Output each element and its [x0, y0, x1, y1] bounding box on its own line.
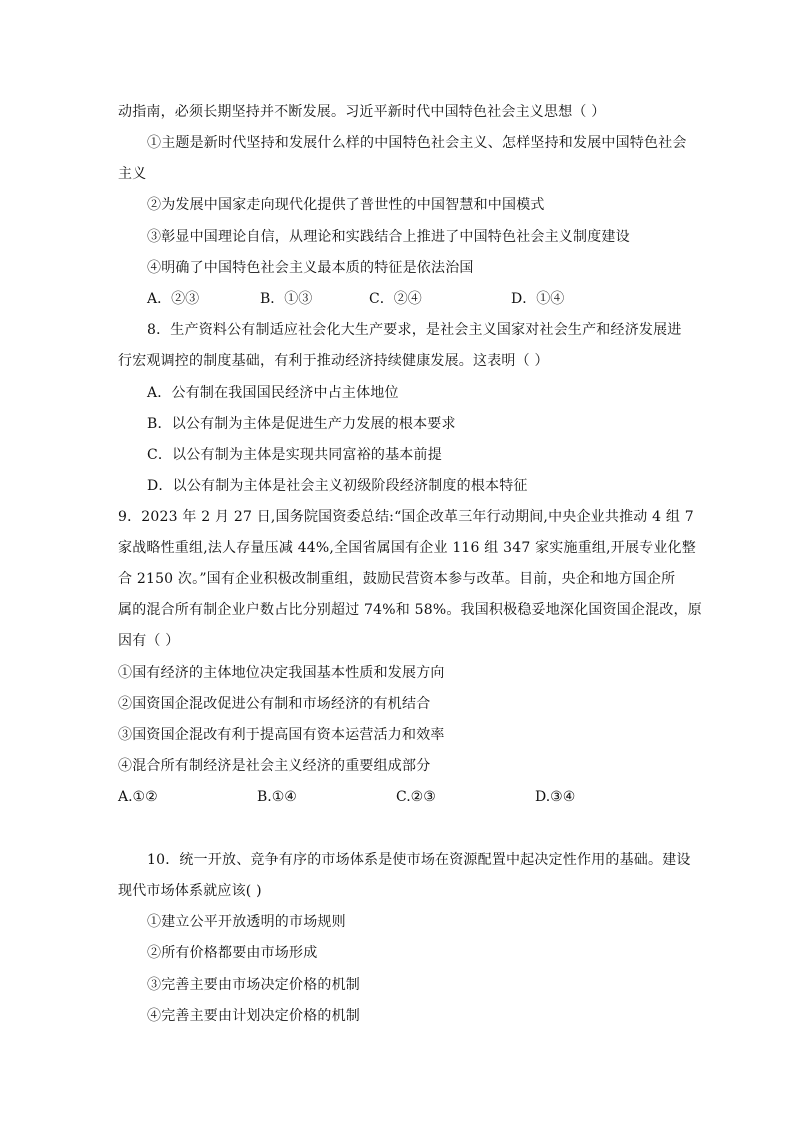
q8-stem-line-2: 行宏观调控的制度基础，有利于推动经济持续健康发展。这表明（ ） [118, 353, 549, 369]
q8-option-d: D．以公有制为主体是社会主义初级阶段经济制度的根本特征 [147, 478, 528, 494]
q9-option-b: B.①④ [257, 789, 297, 805]
q9-item-3: ③国资国企混改有利于提高国有资本运营活力和效率 [118, 727, 445, 743]
q8-option-a: A．公有制在我国国民经济中占主体地位 [147, 385, 399, 401]
q7-item-1-line-2: 主义 [118, 166, 147, 182]
q10-item-3: ③完善主要由市场决定价格的机制 [147, 977, 360, 993]
q8-stem-line-1: 8．生产资料公有制适应社会化大生产要求，是社会主义国家对社会生产和经济发展进 [147, 322, 682, 338]
q9-stem-line-1: 9．2023 年 2 月 27 日,国务院国资委总结:“国企改革三年行动期间,中央企业共推动 4 组 7 [118, 509, 694, 525]
q9-stem-line-5: 因有（ ） [118, 633, 180, 649]
q7-option-c: C．②④ [369, 291, 422, 307]
q7-item-2: ②为发展中国家走向现代化提供了普世性的中国智慧和中国模式 [147, 197, 545, 213]
q10-stem-line-1: 10．统一开放、竞争有序的市场体系是使市场在资源配置中起决定性作用的基础。建设 [147, 852, 691, 868]
q9-stem-line-3: 合 2150 次。”国有企业积极改制重组，鼓励民营资本参与改革。目前，央企和地方国企所 [118, 571, 676, 587]
q7-item-3: ③彰显中国理论自信，从理论和实践结合上推进了中国特色社会主义制度建设 [147, 229, 630, 245]
q7-option-a: A．②③ [147, 291, 200, 307]
q9-stem-line-4: 属的混合所有制企业户数占比分别超过 74%和 58%。我国积极稳妥地深化国资国企混改，原 [118, 602, 702, 618]
q10-item-4: ④完善主要由计划决定价格的机制 [147, 1008, 360, 1024]
q10-stem-line-2: 现代市场体系就应该( ) [118, 883, 262, 899]
q7-option-d: D．①④ [511, 291, 565, 307]
q8-option-c: C．以公有制为主体是实现共同富裕的基本前提 [147, 447, 442, 463]
q9-stem-line-2: 家战略性重组,法人存量压减 44%,全国省属国有企业 116 组 347 家实施重组,开展专业化整 [118, 540, 696, 556]
q10-item-1: ①建立公平开放透明的市场规则 [147, 914, 346, 930]
q9-item-2: ②国资国企混改促进公有制和市场经济的有机结合 [118, 696, 431, 712]
q7-stem-line-1: 动指南，必须长期坚持并不断发展。习近平新时代中国特色社会主义思想（ ） [118, 104, 606, 120]
q8-option-b: B．以公有制为主体是促进生产力发展的根本要求 [147, 416, 456, 432]
q9-option-d: D.③④ [535, 789, 576, 805]
q7-item-4: ④明确了中国特色社会主义最本质的特征是依法治国 [147, 260, 474, 276]
q9-item-4: ④混合所有制经济是社会主义经济的重要组成部分 [118, 758, 431, 774]
q10-item-2: ②所有价格都要由市场形成 [147, 945, 318, 961]
q7-item-1-line-1: ①主题是新时代坚持和发展什么样的中国特色社会主义、怎样坚持和发展中国特色社会 [147, 135, 687, 151]
q9-option-a: A.①② [118, 789, 158, 805]
q7-option-b: B．①③ [260, 291, 313, 307]
q9-option-c: C.②③ [396, 789, 436, 805]
q9-item-1: ①国有经济的主体地位决定我国基本性质和发展方向 [118, 665, 445, 681]
